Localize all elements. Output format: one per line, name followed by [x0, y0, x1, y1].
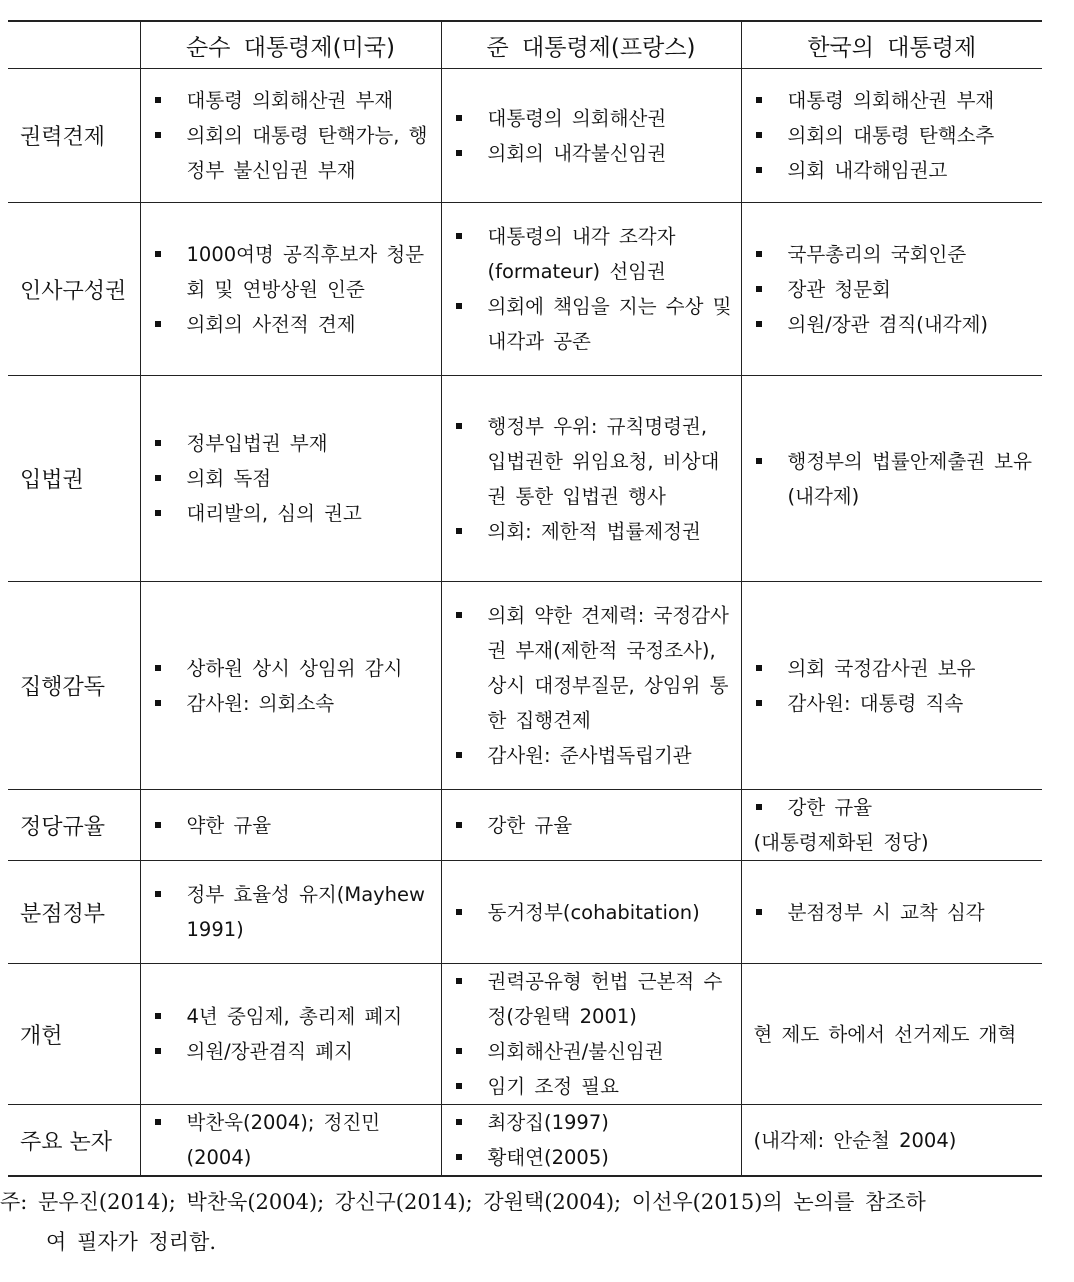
cell-us — [140, 69, 441, 203]
list-item: 강한 규율 — [754, 790, 1035, 825]
list-item: 최장집(1997) — [454, 1105, 733, 1140]
cell-france — [441, 203, 741, 376]
cell-text: (대통령제화된 정당) — [753, 831, 929, 854]
list-item: 대통령의 의회해산권 — [454, 101, 733, 136]
list-item: 의회 독점 — [153, 461, 433, 496]
cell-us — [140, 1105, 441, 1177]
list-item: 의원/장관 겸직(내각제) — [754, 307, 1035, 342]
list-item: 황태연(2005) — [454, 1140, 733, 1175]
source-note-line: 여 필자가 정리함. — [46, 1230, 217, 1254]
list-item: 상하원 상시 상임위 감시 — [153, 651, 433, 686]
cell-text: (내각제: 안순철 2004) — [753, 1128, 957, 1152]
list-item: 장관 청문회 — [754, 272, 1035, 307]
cell-france — [441, 582, 741, 790]
list-item: 1000여명 공직후보자 청문회 및 연방상원 인준 — [153, 237, 433, 307]
row-legislation — [8, 376, 1042, 582]
list-item: 분점정부 시 교착 심각 — [754, 895, 1035, 930]
list-item: 의회 내각해임권고 — [754, 153, 1035, 188]
list-item: 임기 조정 필요 — [454, 1069, 733, 1104]
list-item: 박찬욱(2004); 정진민(2004) — [153, 1105, 433, 1175]
cell-us — [140, 376, 441, 582]
row-oversight — [8, 582, 1042, 790]
list-item: 국무총리의 국회인준 — [754, 237, 1035, 272]
row-amendment — [8, 964, 1042, 1105]
row-appointment — [8, 203, 1042, 376]
list-item: 4년 중임제, 총리제 폐지 — [153, 999, 433, 1034]
row-label: 정당규율 — [8, 790, 140, 861]
list-item: 의회 약한 견제력: 국정감사권 부재(제한적 국정조사), 상시 대정부질문, 상임위 통한 집행견제 — [454, 598, 733, 738]
source-note — [0, 1182, 1060, 1262]
cell-us — [140, 790, 441, 861]
row-power-check — [8, 69, 1042, 203]
list-item: 강한 규율 — [454, 808, 733, 843]
cell-france — [441, 861, 741, 964]
list-item: 대통령 의회해산권 부재 — [754, 83, 1035, 118]
list-item: 의회 국정감사권 보유 — [754, 651, 1035, 686]
header-row — [8, 21, 1042, 69]
list-item: 감사원: 의회소속 — [153, 686, 433, 721]
cell-korea — [741, 582, 1042, 790]
cell-korea — [741, 376, 1042, 582]
row-party-discipline — [8, 790, 1042, 861]
cell-korea — [741, 69, 1042, 203]
cell-us — [140, 861, 441, 964]
list-item: 의회에 책임을 지는 수상 및 내각과 공존 — [454, 289, 733, 359]
cell-us — [140, 964, 441, 1105]
header-us: 순수 대통령제(미국) — [140, 21, 441, 69]
cell-france — [441, 376, 741, 582]
list-item: 대통령 의회해산권 부재 — [153, 83, 433, 118]
cell-korea — [741, 1105, 1042, 1177]
comparison-table — [8, 20, 1042, 1177]
list-item: 대통령의 내각 조각자(formateur) 선임권 — [454, 219, 733, 289]
list-item: 정부 효율성 유지(Mayhew 1991) — [153, 877, 433, 947]
row-label: 주요 논자 — [8, 1105, 140, 1177]
cell-france — [441, 1105, 741, 1177]
cell-text: 현 제도 하에서 선거제도 개혁 — [753, 1022, 1017, 1046]
list-item: 행정부의 법률안제출권 보유(내각제) — [754, 444, 1035, 514]
row-label: 집행감독 — [8, 582, 140, 790]
list-item: 정부입법권 부재 — [153, 426, 433, 461]
row-label: 인사구성권 — [8, 203, 140, 376]
list-item: 의회의 사전적 견제 — [153, 307, 433, 342]
list-item: 의회해산권/불신임권 — [454, 1034, 733, 1069]
list-item: 약한 규율 — [153, 808, 433, 843]
header-france: 준 대통령제(프랑스) — [441, 21, 741, 69]
row-label: 개헌 — [8, 964, 140, 1105]
list-item: 감사원: 준사법독립기관 — [454, 738, 733, 773]
cell-us — [140, 582, 441, 790]
row-key-authors — [8, 1105, 1042, 1177]
cell-korea — [741, 790, 1042, 861]
list-item: 의회의 대통령 탄핵소추 — [754, 118, 1035, 153]
cell-france — [441, 964, 741, 1105]
list-item: 의회의 대통령 탄핵가능, 행정부 불신임권 부재 — [153, 118, 433, 188]
row-label: 입법권 — [8, 376, 140, 582]
list-item: 행정부 우위: 규칙명령권, 입법권한 위임요청, 비상대권 통한 입법권 행사 — [454, 409, 733, 514]
list-item: 동거정부(cohabitation) — [454, 895, 733, 930]
list-item: 감사원: 대통령 직속 — [754, 686, 1035, 721]
row-divided-government — [8, 861, 1042, 964]
cell-korea — [741, 203, 1042, 376]
cell-us — [140, 203, 441, 376]
list-item: 의회: 제한적 법률제정권 — [454, 514, 733, 549]
row-label: 권력견제 — [8, 69, 140, 203]
header-empty — [8, 21, 140, 69]
list-item: 대리발의, 심의 권고 — [153, 496, 433, 531]
list-item: 의원/장관겸직 폐지 — [153, 1034, 433, 1069]
row-label: 분점정부 — [8, 861, 140, 964]
source-note-line: 주: 문우진(2014); 박찬욱(2004); 강신구(2014); 강원택(2004); 이선우(2015)의 논의를 참조하 — [0, 1190, 926, 1214]
cell-korea — [741, 964, 1042, 1105]
cell-france — [441, 790, 741, 861]
list-item: 의회의 내각불신임권 — [454, 136, 733, 171]
cell-korea — [741, 861, 1042, 964]
header-korea: 한국의 대통령제 — [741, 21, 1042, 69]
cell-france — [441, 69, 741, 203]
list-item: 권력공유형 헌법 근본적 수정(강원택 2001) — [454, 964, 733, 1034]
